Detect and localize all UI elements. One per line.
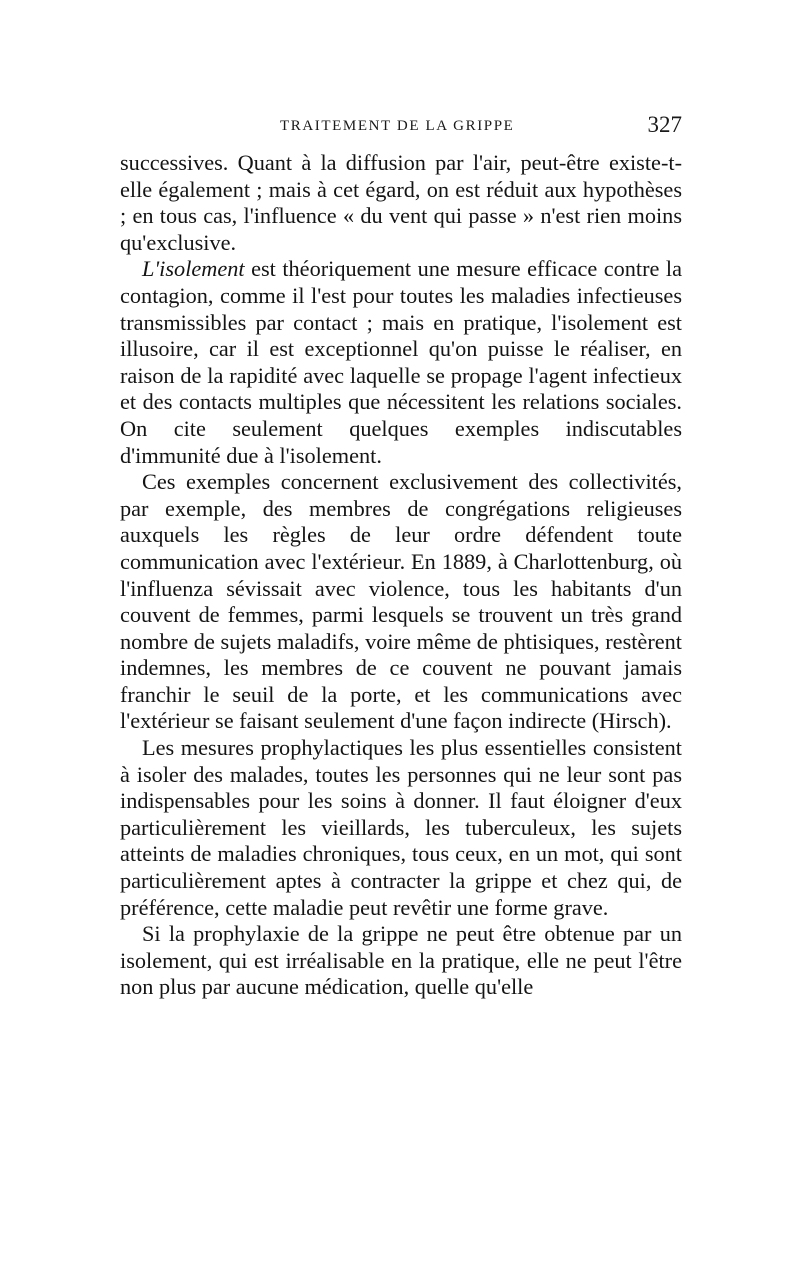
paragraph-1 xyxy=(120,150,682,256)
paragraph-3-text: Ces exemples concernent exclusivement des collectivités, par exemple, des membres de congrégations religieuses auxquels les règles de leur ordre défendent toute communication avec l'extérieur. En 1889, à Charlottenburg, où l'influenza sévissait avec violence, tous les habitants d'un couvent de femmes, parmi lesquels se trouvent un très grand nombre de sujets maladifs, voire même de phtisiques, restèrent indemnes, les membres de ce couvent ne pouvant jamais franchir le seuil de la porte, et les communications avec l'extérieur se faisant seulement d'une façon indirecte (Hirsch). xyxy=(120,469,682,734)
running-title: TRAITEMENT DE LA GRIPPE xyxy=(280,118,515,134)
paragraph-5-text: Si la prophylaxie de la grippe ne peut être obtenue par un isolement, qui est irréalisable en la pratique, elle ne peut l'être non plus par aucune médication, quelle qu'elle xyxy=(120,921,682,1000)
paragraph-4-text: Les mesures prophylactiques les plus essentielles consistent à isoler des malades, toutes les personnes qui ne leur sont pas indispensables pour les soins à donner. Il faut éloigner d'eux particulièrement les vieillards, les tuberculeux, les sujets atteints de maladies chroniques, tous ceux, en un mot, qui sont particulièrement aptes à contracter la grippe et chez qui, de préférence, cette maladie peut revêtir une forme grave. xyxy=(120,735,682,920)
paragraph-2 xyxy=(120,256,682,469)
paragraph-1-text: successives. Quant à la diffusion par l'air, peut-être existe-t-elle également ; mais à cet égard, on est réduit aux hypothèses ; en tous cas, l'influence « du vent qui passe » n'est rien moins qu'exclusive. xyxy=(120,150,682,255)
paragraph-2-lead-italic: L'isolement xyxy=(142,256,245,282)
page-number: 327 xyxy=(647,112,682,137)
paragraph-4 xyxy=(120,735,682,921)
paragraph-2-text: est théoriquement une mesure efficace contre la contagion, comme il l'est pour toutes les maladies infectieuses transmissibles par contact ; mais en pratique, l'isolement est illusoire, car il est exceptionnel qu'on puisse le réaliser, en raison de la rapidité avec laquelle se propage l'agent infectieux et des contacts multiples que nécessitent les relations sociales. On cite seulement quelques exemples indiscutables d'immunité due à l'isolement. xyxy=(120,256,682,468)
paragraph-5 xyxy=(120,921,682,1001)
running-head xyxy=(120,114,682,144)
paragraph-3 xyxy=(120,469,682,735)
body-text xyxy=(120,150,682,1001)
